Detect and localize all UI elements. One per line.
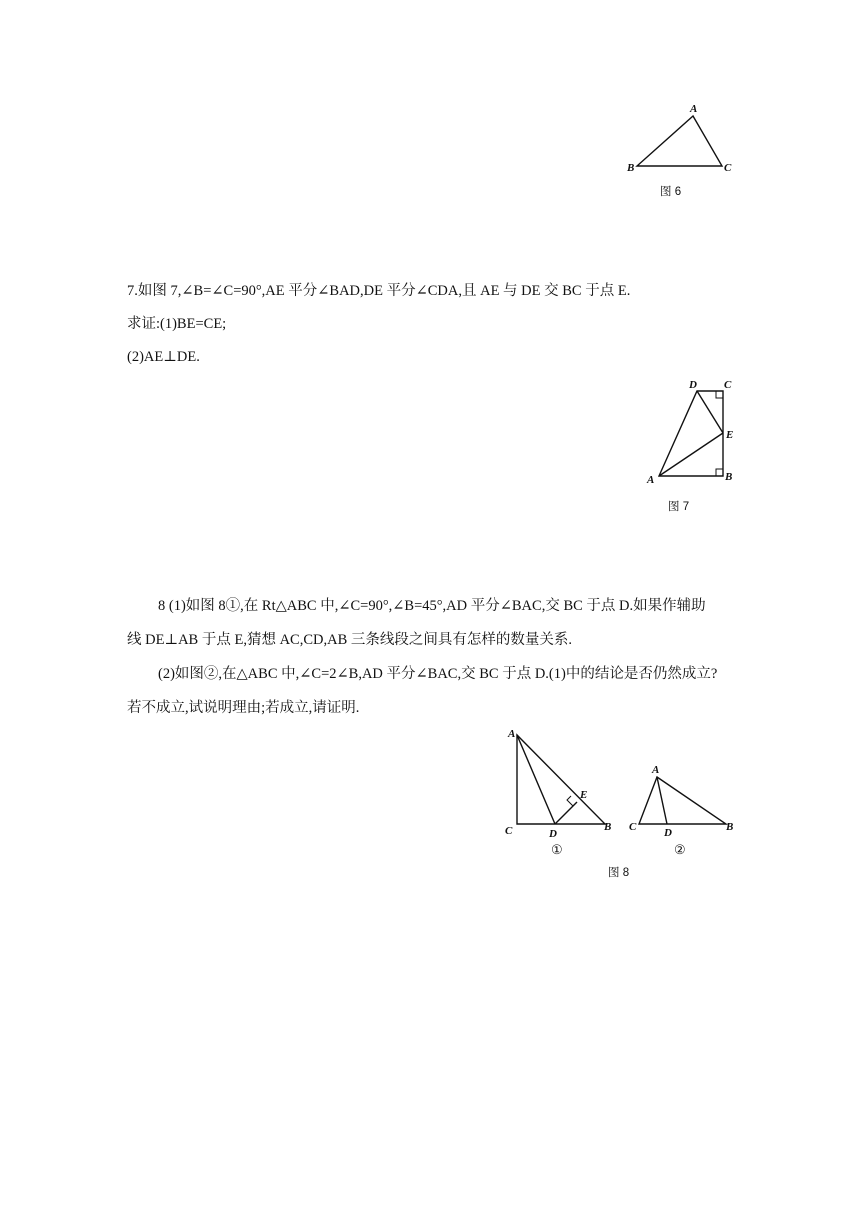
label-a: A xyxy=(690,103,698,115)
label-b: B xyxy=(627,162,635,174)
subfigure-1-label: ① xyxy=(551,842,563,857)
label-d-1: D xyxy=(549,828,557,840)
segment-ad-2 xyxy=(657,777,667,824)
label-a-1: A xyxy=(508,728,516,740)
label-b-2: B xyxy=(726,821,734,833)
label-c: C xyxy=(724,162,732,174)
q8-line1: 8 (1)如图 8①,在 Rt△ABC 中,∠C=90°,∠B=45°,AD 平分∠BAC,交 BC 于点 D.如果作辅助 xyxy=(158,598,706,614)
label-c: C xyxy=(724,379,732,391)
figure-8 xyxy=(500,720,750,860)
segment-de xyxy=(697,391,723,433)
right-angle-b xyxy=(716,469,723,476)
label-b: B xyxy=(725,471,733,483)
figure-7-caption: 图 7 xyxy=(668,501,690,513)
segment-de-1 xyxy=(555,802,577,824)
label-d-2: D xyxy=(664,827,672,839)
triangle-abc-1 xyxy=(517,735,605,824)
figure-7 xyxy=(640,370,750,490)
quadrilateral-abcd xyxy=(659,391,723,476)
q8-line3: (2)如图②,在△ABC 中,∠C=2∠B,AD 平分∠BAC,交 BC 于点 D.(1)中的结论是否仍然成立? xyxy=(158,666,718,682)
label-b-1: B xyxy=(604,821,612,833)
label-e-1: E xyxy=(580,789,588,801)
label-d: D xyxy=(689,379,697,391)
q7-line3: (2)AE⊥DE. xyxy=(127,349,200,365)
triangle-abc-2 xyxy=(639,777,726,824)
subfigure-2-label: ② xyxy=(674,842,686,857)
right-angle-e xyxy=(567,796,573,806)
figure-6-caption: 图 6 xyxy=(660,186,682,198)
figure-8-caption: 图 8 xyxy=(608,867,630,879)
segment-ad-1 xyxy=(517,735,555,824)
q8-line4: 若不成立,试说明理由;若成立,请证明. xyxy=(127,700,360,716)
q7-line1: 7.如图 7,∠B=∠C=90°,AE 平分∠BAD,DE 平分∠CDA,且 AE 与 DE 交 BC 于点 E. xyxy=(127,283,631,299)
label-e: E xyxy=(726,429,734,441)
label-a: A xyxy=(647,474,655,486)
q8-line2: 线 DE⊥AB 于点 E,猜想 AC,CD,AB 三条线段之间具有怎样的数量关系. xyxy=(127,632,573,648)
label-c-1: C xyxy=(505,825,513,837)
triangle-abc xyxy=(637,116,722,166)
figure-6 xyxy=(620,100,750,180)
q7-line2: 求证:(1)BE=CE; xyxy=(127,316,227,332)
right-angle-c xyxy=(716,391,723,398)
label-c-2: C xyxy=(629,821,637,833)
label-a-2: A xyxy=(652,764,660,776)
